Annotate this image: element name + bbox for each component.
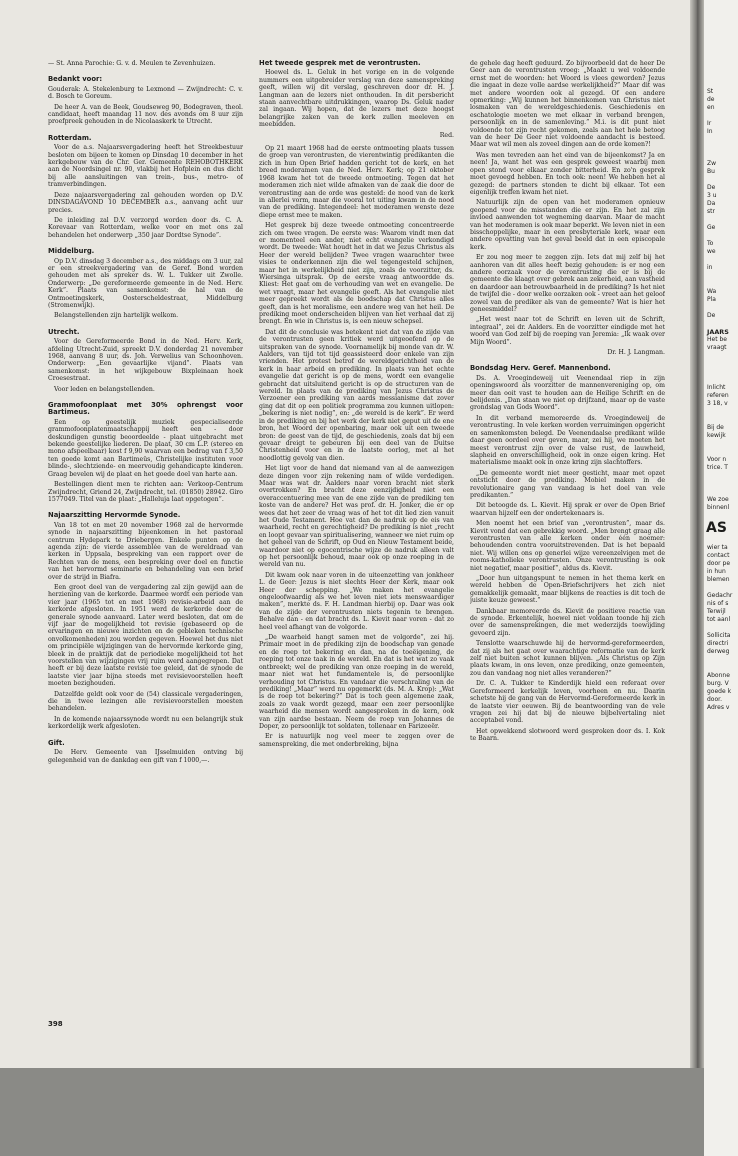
edge-text-fragment: In bbox=[707, 128, 713, 135]
edge-text-fragment: in hun bbox=[707, 568, 726, 575]
article-paragraph: Datzelfde geldt ook voor de (54) classicale vergaderingen, die in twee lezingen alle revisievoorstellen moesten behandelen. bbox=[48, 690, 243, 713]
edge-text-fragment bbox=[704, 112, 738, 120]
edge-text-fragment: Inlicht bbox=[707, 384, 726, 391]
article-paragraph: Tenslotte waarschuwde hij de hervormd-gereformeerden, dat zij als het gaat over waarachtige reformatie van de kerk zelf niet buiten schot kunnen blijven. „Als Christus op Zijn plaats kwam, in ons leven, onze prediking, onze gemeenten, zou dan vandaag nog niet alles veranderen?” bbox=[470, 640, 665, 677]
article-paragraph: Bestellingen dient men te richten aan: Verkoop-Centrum Zwijndrecht, Griend 24, Zwijndrecht, tel. (01850) 28942. Giro 1577049. Titel van de plaat: „Halleluja laat opgetogen”. bbox=[48, 481, 243, 503]
article-paragraph: Het ligt voor de hand dat niemand van al de aanwezigen deze dingen voor zijn rekening nam of wilde verdedigen. Maar was wat dr. Aalders naar voren bracht niet sterk overtrokken? En bracht deze eenzijdigheid niet een overaccentuering mee van de ene zijde van de prediking ten koste van de andere? Het was prof. dr. H. Jonker, die er op wees dat het zeer de vraag was of het tot dit lied zien vanuit het Oude Testament. Hoe vat dan de nadruk op de eis van waarheid, recht en gerechtigheid? De prediking is niet „recht en loopt gevaar van spiritualisering, wanneer we niet ruim op het geheel van de Schrift, op Oud en Nieuw Testament beide, waardoor niet op egocentrische wijze de nadruk alleen valt op het persoonlijk behoud, maar ook op onze roeping in de wereld van nu. bbox=[259, 465, 454, 569]
edge-text-fragment bbox=[704, 448, 738, 456]
edge-text-fragment: burg. V bbox=[707, 680, 729, 687]
article-signature: Dr. H. J. Langman. bbox=[607, 349, 665, 357]
edge-text-fragment bbox=[704, 472, 738, 480]
edge-text-fragment: goede k bbox=[707, 688, 732, 695]
edge-text-fragment bbox=[704, 480, 738, 488]
edge-text-fragment bbox=[704, 144, 738, 152]
edge-text-fragment: Da bbox=[707, 200, 716, 207]
edge-text-fragment bbox=[704, 488, 738, 496]
article-paragraph: Voor de Gereformeerde Bond in de Ned. Herv. Kerk, afdeling Utrecht-Zuid, spreekt D.V. donderdag 21 november 1968, aanvang 8 uur, ds. Joh. Verwelius van Schoonhoven. Onderwerp: „Een gevaarlijke vijand”. Plaats van samenkomst: in het wijkgebouw Bixpleinaan hoek Croesestraat. bbox=[48, 338, 243, 383]
edge-text-fragment: St bbox=[707, 88, 714, 95]
article-heading: Bedankt voor: bbox=[48, 75, 103, 84]
edge-text-fragment: nis of s bbox=[707, 600, 729, 607]
edge-text-fragment: 3 u bbox=[707, 192, 717, 199]
article-paragraph: „Door hun uitgangspunt te nemen in het thema kerk en wereld hebben de Open-Briefschrijvers het zich niet gemakkelijk gemaakt, maar blijkens de reacties is dit toch de juiste keuze geweest.” bbox=[470, 575, 665, 605]
edge-text-fragment: Zw bbox=[707, 160, 717, 167]
edge-text-fragment bbox=[704, 176, 738, 184]
column-3 bbox=[470, 60, 665, 1020]
edge-text-fragment: str bbox=[707, 208, 715, 215]
edge-text-fragment bbox=[704, 272, 738, 280]
edge-text-fragment: De bbox=[707, 312, 716, 319]
edge-text-fragment: Voor n bbox=[707, 456, 727, 463]
edge-text-fragment: vraagt bbox=[707, 344, 727, 351]
article-signature: Red. bbox=[439, 131, 454, 139]
edge-text-fragment: Sollicita bbox=[707, 632, 731, 639]
edge-text-fragment bbox=[704, 136, 738, 144]
edge-text-fragment: wier ta bbox=[707, 544, 728, 551]
article-paragraph: „De waarheid hangt samen met de volgorde”, zei hij. Primair moet in de prediking zijn de boodschap van genade en de roep tot bekering en dan, na de toeëigening, de roeping tot onze taak in de wereld. En dat is het wat zo vaak ontbreekt; wel de prediking van onze roeping in de wereld, maar niet wat het fundamentele is, de persoonlijke verhouding tot Christus. En vandaar die verschraling van de prediking! „Maar” werd nu opgemerkt (ds. M. A. Krop): „Wat is de roep tot bekering?” Dat is toch geen algemene zaak, zoals zo vaak wordt gezegd, maar een zeer persoonlijke waarheid die mensen wordt aangesproken in de kern, ook van zijn aardse bestaan. Neem de roep van Johannes de Doper, zo persoonlijk tot soldaten, tollenaar en Farizeeër. bbox=[259, 634, 454, 730]
edge-text-fragment: JAARS bbox=[707, 328, 729, 336]
article-paragraph: Hoewel ds. L. Geluk in het vorige en in de volgende nummers een uitgebreider verslag van deze samenspreking geeft, willen wij dit verslag, geschreven door dr. H. J. Langman aan de lezers niet onthouden. In dit persbericht staan aanvechtbare uitdrukkingen, waarop Ds. Geluk nader zal ingaan. Wij hopen, dat de lezers met deze hoogst belangrijke zaken van de kerk zullen meeleven en meebidden. bbox=[259, 69, 454, 129]
article-paragraph: Dr. C. A. Tukker te Kinderdijk hield een referaat over Gereformeerd kerkelijk leven, voorheen en nu. Daarin schetste hij de gang van de Hervormd-Gereformeerde kerk in de laatste vier eeuwen. Bij de beantwoording van de vele vragen zei hij dat bij de nieuwe bijbelvertaling niet acceptabel vond. bbox=[470, 680, 665, 725]
edge-text-fragment: en bbox=[707, 104, 715, 111]
article-paragraph: Op D.V. dinsdag 3 december a.s., des middags om 3 uur, zal er een streekvergadering van de Geref. Bond worden gehouden met als spreker ds. W. L. Tukker uit Zwolle. Onderwerp: „De gereformeerde gemeente in de Ned. Herv. Kerk”. Plaats van samenkomst: de hal van de Ontmoetingskerk, Oosterscheldestraat, Middelburg (Stromenwijk). bbox=[48, 257, 243, 309]
article-paragraph: „De gemeente wordt niet meer gesticht, maar met opzet ontsticht door de prediking. Mobiel maken in de revolutionaire gang van vandaag is het doel van vele predikanten.” bbox=[470, 469, 665, 499]
edge-text-fragment bbox=[704, 408, 738, 416]
edge-text-fragment: Gedachr bbox=[707, 592, 733, 599]
page-gutter bbox=[690, 0, 704, 1068]
edge-text-fragment: To bbox=[707, 240, 714, 247]
article-paragraph: In dit verband memoreerde ds. Vroegindeweij de verontrusting. In vele kerken worden verruimingen opgericht en samenkomsten belegd. De Veenendaalse predikant wilde daar geen oordeel over geven, maar, zei hij, we moeten het meest verontrust zijn over de valse rust, de lauwheid, slapheid en onverschilligheid, ook in onze eigen kring. Het materialisme maakt ook in onze kring zijn slachtoffers. bbox=[470, 414, 665, 467]
edge-text-fragment bbox=[704, 368, 738, 376]
article-paragraph: Dit kwam ook naar voren in de uiteenzetting van jonkheer L. de Geer: Jezus is niet slechts Heer der Kerk, maar ook Heer der schepping. „We maken het evangelie ongeloofwaardig als we het leven niet iets menswaardiger maken”, merkte ds. F. H. Landman hierbij op. Daar was ook van de zijde der verontrusten niets tegenin te brengen. Behalve dan - en dat bracht ds. L. Kievit naar voren - dat zo heel veel afhangt van de volgorde. bbox=[259, 571, 454, 631]
edge-text-fragment: we bbox=[707, 248, 716, 255]
edge-text-fragment: derweg bbox=[707, 648, 730, 655]
article-paragraph: de gehele dag heeft geduurd. Zo bijvoorbeeld dat de heer De Geer aan de verontrusten vroeg: „Maakt u wel voldoende ernst met de woorden: het Woord is vlees geworden? Jezus die ingaat in deze volle aardse werkelijkheid?” Maar dit was met andere woorden ook al gezegd. Of een andere opmerking: „Wij kunnen het binnenkomen van Christus niet losmaken van de wereldgeschiedenis. Geschiedenis en eschatologie moeten we met elkaar in verband brengen, persoonlijk en in de samenleving.” M.i. is dit punt niet voldoende tot zijn recht gekomen, zoals aan het hele betoog van de heer De Geer niet voldoende aandacht is besteed. Maar wat wil men als zoveel dingen aan de orde komen?! bbox=[470, 60, 665, 149]
edge-text-fragment: tot aanl bbox=[707, 616, 731, 623]
article-paragraph: De Herv. Gemeente van IJsselmuiden ontving bij gelegenheid van de dankdag een gift van f 1000,—. bbox=[48, 749, 243, 764]
edge-text-fragment: Abonne bbox=[707, 672, 730, 679]
column-1 bbox=[48, 60, 243, 1020]
edge-text-fragment: trice. T bbox=[707, 464, 728, 471]
article-paragraph: De inleiding zal D.V. verzorgd worden door ds. C. A. Korevaar van Rotterdam, welke voor en met ons zal behandelen het onderwerp „350 jaar Dordtse Synode”. bbox=[48, 216, 243, 239]
article-paragraph: Er zou nog meer te zeggen zijn. Iets dat mij zelf bij het aanhoren van dit alles heeft bezig gehouden: is er nog een andere oorzaak voor de verontrusting die er is bij de gemeente die klaagt over gebrek aan zekerheid, aan vastheid en daardoor aan betrouwbaarheid in de prediking? Is het niet de twijfel die - door welke oorzaken ook - vreet aan het geloof zowel van de prediker als van de gemeente? Wat is hier het geneesmiddel? bbox=[470, 254, 665, 313]
edge-text-fragment bbox=[704, 536, 738, 544]
article-paragraph: Dat dit de conclusie was betekent niet dat van de zijde van de verontrusten geen kritiek werd uitgeoefend op de uitspraken van de synode. Voornamelijk bij monde van dr. W. Aalders, van tijd tot tijd geassisteerd door enkele van zijn vrienden. Het protest betrof de wereldgerichtheid van de kerk in haar arbeid en prediking. In plaats van het echte evangelie dat gericht is op de mens, wordt een evangelie gebracht dat uitsluitend gericht is op de structuren van de wereld. In plaats van de prediking van Jezus Christus de Verzoener een prediking van aards messianisme dat zover ging dat dit op een politiek programma zou kunnen uitlopen: „bekering is niet nodig”, en: „de wereld is de kerk”. Er werd in de prediking en bij het werk der kerk niet geput uit de ene bron, het Woord der openbaring, maar ook uit een tweede bron: de geest van de tijd, de geschiedenis, zoals dat bij een gevaar dreigt te gebeuren bij een deel van de Duitse Christenheid voor en in de laatste oorlog, met al het noodlottig gevolg van dien. bbox=[259, 328, 454, 462]
article-heading: Rotterdam. bbox=[48, 133, 92, 142]
edge-text-fragment bbox=[704, 664, 738, 672]
edge-text-fragment: Ge bbox=[707, 224, 716, 231]
article-heading: Middelburg. bbox=[48, 247, 95, 256]
article-paragraph: „Het west naar tot de Schrift en leven uit de Schrift, integraal”, zei dr. Aalders. En de voorzitter eindigde met het woord van God zelf bij de roeping van Jeremia: „Ik waak over Mijn Woord”. bbox=[470, 316, 665, 346]
edge-text-fragment bbox=[704, 232, 738, 240]
edge-text-fragment bbox=[704, 440, 738, 448]
edge-text-fragment bbox=[704, 624, 738, 632]
edge-text-fragment bbox=[704, 512, 738, 520]
article-paragraph: Natuurlijk zijn de open van het moderamen opnieuw geopend voor de misstanden die er zijn. En het zal zijn invloed aanwenden tot wegneming daarvan. Maar de macht van het moderamen is ook maar beperkt. We leven niet in een bisschoppelijke, maar in een presbyteriale kerk, waar een andere opvatting van het geval beeld dat in een episcopale kerk. bbox=[470, 199, 665, 251]
edge-text-fragment: Pla bbox=[707, 296, 716, 303]
article-paragraph: Een groot deel van de vergadering zal zijn gewijd aan de herziening van de kerkorde. Daarmee wordt een periode van vier jaar (1965 tot en met 1968) revisie-arbeid aan de kerkorde afgesloten. In 1951 werd de kerkorde door de generale synode aanvaard. Later werd besloten, dat om de vijf jaar de mogelijkheid tot revisie (gebaseerd op de ervaringen en nieuwe inzichten en de gebleken technische onvolkomenheden) zou worden gegeven. Hoewel het dus niet om principiële wijzigingen van de hervormde kerkorde ging, bleek in de praktijk dat de periodieke mogelijkheid tot het voorstellen van wijzigingen vrij ruim werd aangegrepen. Dat heeft er bij deze laatste revisie toe geleid, dat de synode de laatste vier jaar bijna steeds met revisievoorstellen heeft moeten bezighouden. bbox=[48, 583, 243, 688]
article-heading: Bondsdag Herv. Geref. Mannenbond. bbox=[470, 364, 611, 373]
article-paragraph: Voor leden en belangstellenden. bbox=[54, 385, 155, 393]
edge-text-fragment: We zoe bbox=[707, 496, 729, 503]
edge-text-fragment bbox=[704, 352, 738, 360]
edge-text-fragment: Wa bbox=[707, 288, 717, 295]
article-heading: Het tweede gesprek met de verontrusten. bbox=[259, 60, 421, 67]
article-paragraph: Het gesprek bij deze tweede ontmoeting concentreerde zich om twee vragen. De eerste was: Waarom vindt men dat er momenteel een ander, niet echt evangelie verkondigd wordt. De tweede: Wat houdt het in dat we Jezus Christus als Heer der wereld belijden? Twee vragen waarachter twee visies te onderkennen zijn die wel tegengesteld schijnen, maar het in werkelijkheid niet zijn, zoals de voorzitter, ds. Wiersinga uitsprak. Op de eerste vraag antwoordde ds. Kliest: Het gaat om de verhouding van wet en evangelie. De wet vraagt, maar het evangelie geeft. Als het evangelie niet meer gepreekt wordt als de boodschap dat Christus alles geeft, dan is het moralisme, een andere weg van het heil. De prediking moet onderscheiden blijven van het verhaal dat zij brengt. En wie in Christus is, is een nieuw schepsel. bbox=[259, 222, 454, 326]
edge-text-fragment bbox=[704, 584, 738, 592]
edge-text-fragment bbox=[704, 320, 738, 328]
edge-text-fragment: binnenl bbox=[707, 504, 730, 511]
article-paragraph: Op 21 maart 1968 had de eerste ontmoeting plaats tussen de groep van verontrusten, de vierentwintig predikanten die zich in hun Open Brief hadden gericht tot de kerk, en het breed moderamen van de Ned. Herv. Kerk; op 21 oktober 1968 kwam het tot de tweede ontmoeting. Tegen dat het moderamen zich niet wilde afmaken van de zaak die door de verontrusting aan de orde was gesteld: de nood van de kerk in allerlei vorm, maar die vooral tot uiting kwam in de nood van de prediking. Integendeel: het moderamen wenste deze diepe ernst mee te maken. bbox=[259, 145, 454, 219]
article-paragraph: De heer A. van de Beek, Goudseweg 90, Bodegraven, theol. candidaat, heeft maandag 11 nov. des avonds om 8 uur zijn proefpreek gehouden in de Nicolaaskerk te Utrecht. bbox=[48, 103, 243, 126]
edge-text-fragment: in bbox=[707, 264, 713, 271]
article-paragraph: Men noemt het een brief van „verontrusten”, maar ds. Kievit vond dat een gebrekkig woord. „Men brengt graag alle verontrusten van alle kerken onder één noemer: behoudenden contra vooruitstrevenden. Dat is het bepaald niet. Wij willen ons op generlei wijze vereenzelvigen met de rooms-katholieke verontrusten. Onze verontrusting is ook niet negatief, maar positief”, aldus ds. Kievit. bbox=[470, 520, 665, 572]
edge-text-fragment: directri bbox=[707, 640, 729, 647]
article-paragraph: Het opwekkend slotwoord werd gesproken door ds. I. Kok te Baarn. bbox=[470, 727, 665, 743]
article-heading: Najaarszitting Hervormde Synode. bbox=[48, 511, 181, 520]
edge-text-fragment: Bu bbox=[707, 168, 715, 175]
article-paragraph: Deze najaarsvergadering zal gehouden worden op D.V. DINSDAGAVOND 10 DECEMBER a.s., aanvang acht uur precies. bbox=[48, 191, 243, 214]
article-heading: Grammofoonplaat met 30% ophrengst voor Bartimeus. bbox=[48, 401, 243, 417]
article-paragraph: In de komende najaarssynode wordt nu een belangrijk stuk kerkordelijk werk afgesloten. bbox=[48, 715, 243, 731]
article-paragraph: Voor de a.s. Najaarsvergadering heeft het Streekbestuur besloten om bijeen te komen op Dinsdag 10 december in het kerkgebouw van de Chr. Ger. Gemeente REHOBOTHKERK aan de Noordsingel nr. 90, vlakbij het Hofplein en dus dicht bij alle aansluitingen van trein-, bus-, metro- of tramverbindingen. bbox=[48, 144, 243, 189]
column-2 bbox=[259, 60, 454, 1020]
edge-text-fragment: Bij de bbox=[707, 424, 724, 431]
edge-text-fragment: blemen bbox=[707, 576, 730, 583]
edge-text-fragment: referen bbox=[707, 392, 729, 399]
article-paragraph: Was men tevreden aan het eind van de bijeenkomst? Ja en neen! Ja, want het was een gesprek geweest waarbij men open stond voor elkaar zonder bitterheid. En zo'n gesprek moet gevoegd hebben. En toch ook: neen! We hebben het al gezegd: de partners stonden te dicht bij elkaar. Tot een eigenlijk treffen kwam het niet. bbox=[470, 151, 665, 196]
page-number: 398 bbox=[48, 1020, 63, 1028]
adjacent-page-edge bbox=[704, 0, 738, 1156]
edge-text-fragment: De bbox=[707, 184, 716, 191]
article-heading: Gift. bbox=[48, 738, 65, 747]
edge-text-fragment: de bbox=[707, 96, 715, 103]
edge-text-fragment bbox=[704, 360, 738, 368]
edge-text-fragment: Terwijl bbox=[707, 608, 726, 615]
edge-text-fragment: door pe bbox=[707, 560, 731, 567]
article-paragraph: Belangstellenden zijn hartelijk welkom. bbox=[54, 312, 179, 320]
edge-text-fragment bbox=[704, 376, 738, 384]
edge-text-fragment bbox=[704, 656, 738, 664]
edge-text-fragment: door. bbox=[707, 696, 722, 703]
edge-text-fragment bbox=[704, 304, 738, 312]
edge-text-fragment: contact bbox=[707, 552, 730, 559]
edge-text-fragment: kewijk bbox=[707, 432, 726, 439]
edge-text-fragment bbox=[704, 216, 738, 224]
edge-text-fragment: Het be bbox=[707, 336, 727, 343]
edge-text-fragment bbox=[704, 152, 738, 160]
article-paragraph: Gouderak: A. Stekelenburg te Lexmond — Zwijndrecht: C. v. d. Bosch te Goreum. bbox=[48, 85, 243, 101]
edge-text-fragment bbox=[704, 416, 738, 424]
article-paragraph: Dankbaar memoreerde ds. Kievit de positieve reactie van de synode. Erkentelijk, hoewel niet voldaan toonde hij zich over de samensprekingen, die met wederzijds toewijding gevoerd zijn. bbox=[470, 607, 665, 637]
edge-text-fragment: Ir bbox=[707, 120, 712, 127]
article-paragraph: Een op geestelijk muziek gespecialiseerde grammofoonplatenmaatschappij heeft een - door deskundigen gunstig beoordeelde - plaat uitgebracht met bekende geestelijke liederen. De plaat, 30 cm L.P. (stereo en mono afspeelbaar) kost f 9,90 waarvan een bedrag van f 3,50 ten goede komt aan Bartimeüs, Christelijke instituten voor blinde-, slechtziende- en meervoudig gehandicapte kinderen. Graag bevelen wij de plaat en het goede doel van harte aan. bbox=[48, 418, 243, 478]
article-paragraph: Dit betoogde ds. L. Kievit. Hij sprak er over de Open Brief waarvan hijzelf een der ondertekenaars is. bbox=[470, 502, 665, 517]
article-heading: Utrecht. bbox=[48, 327, 80, 336]
article-paragraph: Ds. A. Vroegindeweij uit Veenendaal riep in zijn openingswoord als voorzitter de mannenvereniging op, om meer dan ooit vast te houden aan de Heilige Schrift en de belijdenis. „Dan staan we niet op drijfzand, maar op de vaste grondslag van Gods Woord”. bbox=[470, 374, 665, 412]
article-paragraph: Er is natuurlijk nog veel meer te zeggen over de samenspreking, die met onderbreking, bijna bbox=[259, 733, 454, 748]
edge-text-fragment: 3 18, v bbox=[707, 400, 728, 407]
edge-text-fragment: AS bbox=[706, 520, 727, 536]
article-paragraph: Van 18 tot en met 20 november 1968 zal de hervormde synode in najaarszitting bijeenkomen in het pastoraal centrum Hydepark te Driebergen. Enkele punten op de agenda zijn: de vierde assemblée van de wereldraad van kerken in Uppsala, bespreking van een rapport over de Rechten van de mens, een bespreking over doel en functie van het hervormd seminarie en behandeling van een brief over de strijd in Biafra. bbox=[48, 521, 243, 581]
edge-text-fragment: Adres v bbox=[707, 704, 730, 711]
edge-text-fragment bbox=[704, 256, 738, 264]
article-paragraph: — St. Anna Parochie: G. v. d. Meulen te Zevenhuizen. bbox=[48, 60, 216, 67]
edge-text-fragment bbox=[704, 280, 738, 288]
